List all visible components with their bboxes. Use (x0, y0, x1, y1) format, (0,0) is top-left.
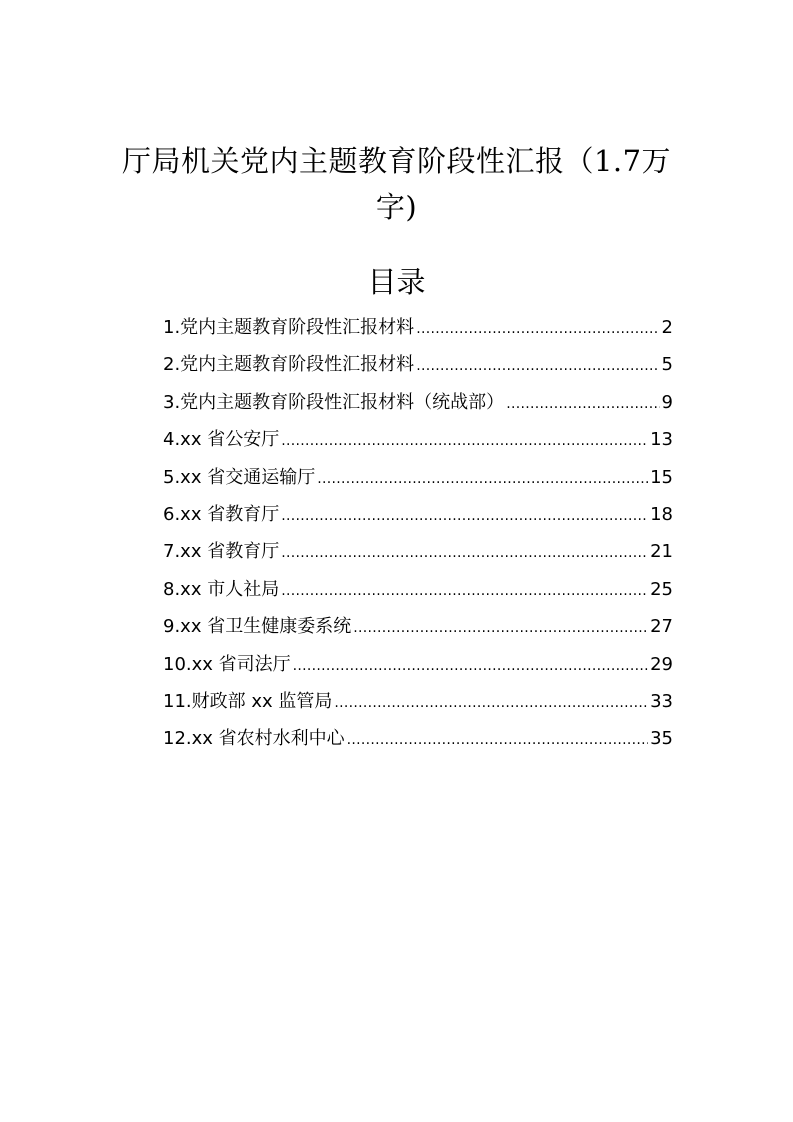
toc-entry-label: 10.xx 省司法厅 (163, 653, 291, 675)
toc-page-number: 2 (661, 317, 673, 338)
toc-entry[interactable] (163, 683, 673, 720)
toc-page-number: 35 (650, 728, 673, 750)
toc-page-number: 33 (650, 690, 673, 712)
toc-page-number: 15 (650, 466, 673, 488)
toc-page-number: 9 (661, 391, 673, 413)
toc-page-number: 29 (650, 653, 673, 675)
toc-dot-leader (334, 685, 648, 722)
toc-dot-leader (281, 498, 648, 535)
toc-page-number: 25 (650, 578, 673, 600)
toc-page-number: 13 (650, 429, 673, 451)
toc-entry-label: 7.xx 省教育厅 (163, 541, 280, 563)
toc-entry-label: 11.财政部 xx 监管局 (163, 690, 333, 712)
toc-page-number: 5 (661, 354, 673, 376)
toc-entry[interactable] (163, 346, 673, 383)
toc-dot-leader (353, 610, 648, 647)
toc-entry-label: 6.xx 省教育厅 (163, 503, 280, 525)
toc-entry[interactable] (163, 384, 673, 421)
toc-dot-leader (506, 386, 659, 423)
toc-dot-leader (416, 348, 659, 385)
toc-entry-label: 9.xx 省卫生健康委系统 (163, 616, 352, 638)
toc-dot-leader (416, 311, 659, 348)
toc-page-number: 27 (650, 616, 673, 638)
toc-entry[interactable] (163, 571, 673, 608)
toc-page-number: 18 (650, 503, 673, 525)
toc-entry-label: 5.xx 省交通运输厅 (163, 466, 316, 488)
toc-entry[interactable] (163, 459, 673, 496)
toc-dot-leader (293, 648, 648, 685)
document-title: 厅局机关党内主题教育阶段性汇报（1.7万字) (121, 144, 672, 224)
toc-entry-label: 4.xx 省公安厅 (163, 429, 280, 451)
toc-entry-label: 3.党内主题教育阶段性汇报材料（统战部） (163, 391, 505, 413)
toc-entry-label: 8.xx 市人社局 (163, 578, 280, 600)
toc-entry-label: 2.党内主题教育阶段性汇报材料 (163, 354, 415, 376)
toc-dot-leader (281, 573, 648, 610)
toc-entry[interactable] (163, 309, 673, 346)
toc-dot-leader (317, 461, 648, 498)
toc-entry[interactable] (163, 496, 673, 533)
toc-heading: 目录 (367, 265, 426, 299)
toc-entry[interactable] (163, 646, 673, 683)
toc-entry[interactable] (163, 608, 673, 645)
toc-entry[interactable] (163, 533, 673, 570)
toc-entry[interactable] (163, 421, 673, 458)
toc-entry-label: 12.xx 省农村水利中心 (163, 728, 345, 750)
toc-dot-leader (281, 423, 648, 460)
table-of-contents (163, 309, 673, 758)
toc-dot-leader (281, 535, 648, 572)
toc-entry-label: 1.党内主题教育阶段性汇报材料 (163, 317, 415, 338)
toc-dot-leader (347, 722, 648, 759)
toc-page-number: 21 (650, 541, 673, 563)
toc-entry[interactable] (163, 720, 673, 757)
